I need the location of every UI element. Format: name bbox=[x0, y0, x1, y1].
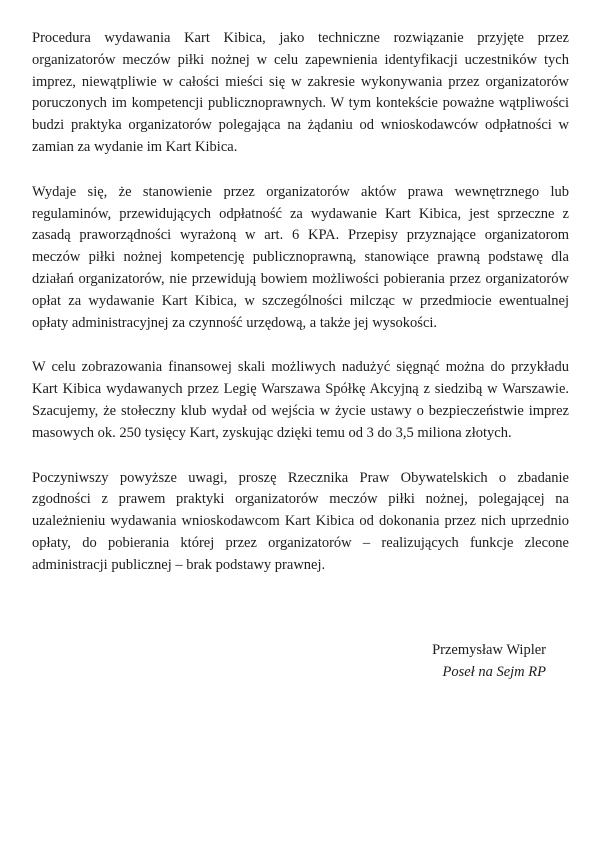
paragraph-legal-basis: Wydaje się, że stanowienie przez organizatorów aktów prawa wewnętrznego lub regulaminów, przewidujących odpłatność za wydawanie Kart Kibica, jest sprzeczne z zasadą praworządności wyrażoną w art. 6 KPA. Przepisy przyznające organizatorom meczów piłki nożnej kompetencję publicznoprawną, stanowiące prawną podstawę dla działań organizatorów, nie przewidują bowiem możliwości pobierania przez organizatorów opłat za wydawanie Kart Kibica, w szczególności milcząc w przedmiocie ewentualnej opłaty administracyjnej za czynność urzędową, a także jej wysokości. bbox=[32, 183, 569, 331]
signature-name: Przemysław Wipler bbox=[432, 642, 546, 658]
paragraph-financial-scale: W celu zobrazowania finansowej skali możliwych nadużyć sięgnąć można do przykładu Kart Kibica wydawanych przez Legię Warszawa Spółkę Akcyjną z siedzibą w Warszawie. Szacujemy, że stołeczny klub wydał od wejścia w życie ustawy o bezpieczeństwie imprez masowych ok. 250 tysięcy Kart, zyskując dzięki temu od 3 do 3,5 miliona złotych. bbox=[32, 359, 569, 441]
signature-block bbox=[432, 640, 546, 684]
letter-body bbox=[32, 28, 569, 600]
paragraph-intro: Procedura wydawania Kart Kibica, jako techniczne rozwiązanie przyjęte przez organizatorów meczów piłki nożnej w celu zapewnienia identyfikacji uczestników tych imprez, niewątpliwie w całości mieści się w zakresie wykonywania przez organizatorów poruczonych im kompetencji publicznoprawnych. W tym kontekście poważne wątpliwości budzi praktyka organizatorów polegająca na żądaniu od wnioskodawców odpłatności w zamian za wydanie im Kart Kibica. bbox=[32, 30, 569, 155]
paragraph-request: Poczyniwszy powyższe uwagi, proszę Rzecznika Praw Obywatelskich o zbadanie zgodności z prawem praktyki organizatorów meczów piłki nożnej, polegającej na uzależnieniu wydawania wnioskodawcom Kart Kibica od dokonania przez nich uprzednio opłaty, do pobierania której przez organizatorów – realizujących funkcje zlecone administracji publicznej – brak podstawy prawnej. bbox=[32, 469, 569, 573]
signature-title: Poseł na Sejm RP bbox=[442, 663, 546, 680]
